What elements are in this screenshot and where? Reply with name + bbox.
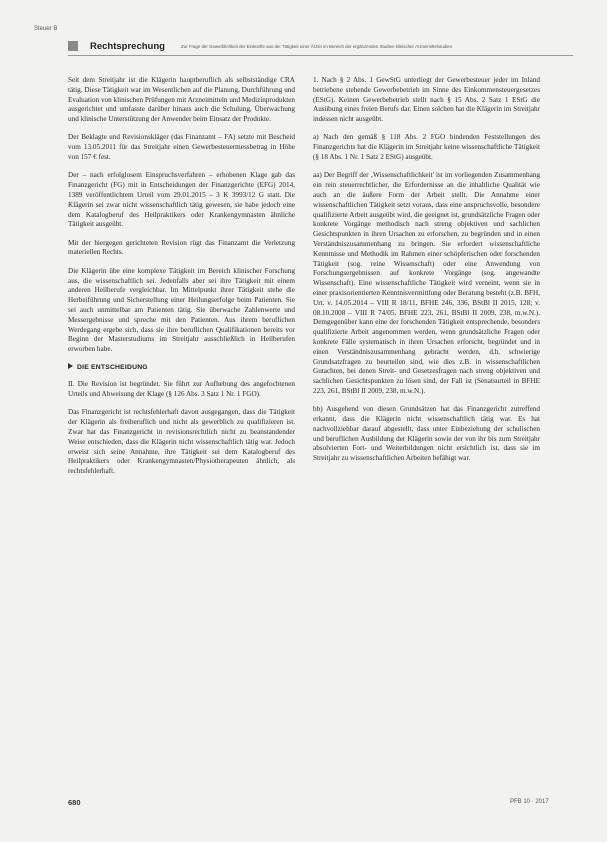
- paragraph: aa) Der Begriff der ‚Wissenschaftlichkeit' ist im vorliegenden Zusammenhang ein rein steuerrechtlicher, die Erfordernisse an die inhaltliche Qualität wie auch an die äußere Form der Arbeit stellt. Die Annahme einer wissenschaftlichen Tätigkeit setzt voraus, dass eine anspruchsvolle, besondere qualifizierte Arbeit ausgeübt wird, die geeignet ist, grundsätzliche Fragen oder konkrete Vorgänge methodisch nach streng objektiven und sachlichen Gesichtspunkten in ihren Ursachen zu erforschen, zu begründen und in einen Verständniszusammenhang zu bringen. Sie erfordert wissenschaftliche Kenntnisse und Methodik im Rahmen einer schöpferischen oder forschenden Tätigkeit (sog. reine Wissenschaft) oder eine Anwendung von Forschungsergebnissen auf konkrete Vorgänge (sog. angewandte Wissenschaft). Eine wissenschaftliche Tätigkeit wird verneint, wenn sie in einer praxisorientierten Kenntnisvermittlung oder Beratung besteht (z.B. BFH, Urt. v. 14.05.2014 – VIII R 18/11, BFHE 246, 336, BStBl II 2015, 128; v. 08.10.2008 – VIII R 74/05, BFHE 223, 261, BStBl II 2009, 238, m.w.N.). Demgegenüber kann eine der forschenden Tätigkeit entsprechende, besonders qualifizierte Arbeit angenommen werden, wenn grundsätzliche Fragen oder konkrete Fälle systematisch in ihren Ursachen erforscht, begründet und in einen Verständniszusammenhang gebracht werden, d.h. schwierige Grundsatzfragen zu beurteilen sind, wie dies z.B. in wissenschaftlichen Gutachten, bei denen Streit- und Gesetzesfragen nach streng objektiven und sachlichen Gesichtspunkten zu lösen sind, der Fall ist (Senatsurteil in BFHE 223, 261, BStBl II 2009, 238, m.w.N.).: [313, 171, 540, 395]
- header-title: Rechtsprechung: [90, 41, 165, 52]
- section-heading: [68, 363, 295, 373]
- paragraph: Seit dem Streitjahr ist die Klägerin hauptberuflich als selbstständige CRA tätig. Diese Tätigkeit war im Wesentlichen auf die Planung, Durchführung und Evaluation von klinischen Prüfungen mit Arzneimitteln und Medizinprodukten ausgerichtet und umfasste darüber hinaus auch die Schulung, Überwachung und klinische Unterstützung der Anwender beim Einsatz der Produkte.: [68, 76, 295, 124]
- paragraph: Der Beklagte und Revisionskläger (das Finanzamt – FA) setzte mit Bescheid vom 13.05.2011 für das Streitjahr einen Gewerbesteuermessbetrag in Höhe von 157 € fest.: [68, 133, 295, 162]
- paragraph: Das Finanzgericht ist rechtsfehlerhaft davon ausgegangen, dass die Tätigkeit der Klägerin als freiberuflich und nicht als gewerblich zu qualifizieren ist. Zwar hat das Finanzgericht in revisionsrechtlich nicht zu beanstandender Weise entschieden, dass die Klägerin nicht wissenschaftlich tätig war. Jedoch erweist sich seine Annahme, ihre Tätigkeit sei dem Katalogberuf des Heilpraktikers oder Krankengymnasten/Physiotherapeuten ähnlich, als rechtsfehlerhaft.: [68, 408, 295, 476]
- right-column: [313, 76, 540, 472]
- paragraph: Mit der hiergegen gerichteten Revision rügt das Finanzamt die Verletzung materiellen Rechts.: [68, 238, 295, 257]
- paragraph: Die Klägerin übe eine komplexe Tätigkeit im Bereich klinischer Forschung aus, die wissenschaftlich sei. Jedenfalls aber sei ihre Tätigkeit mit einem anderen Heilberufe vergleichbar. Im Mittelpunkt ihrer Tätigkeit stehe die Herbeiführung und Sicherstellung einer Heilungserfolge beim Patienten. Sie sei auch unmittelbar am Patienten tätig. Sie überwache Zahlenwerte und Messergebnisse und spreche mit den Patienten. Aus ihrem beruflichen Werdegang ergebe sich, dass sie ihre beruflichen Qualifikationen bereits vor Beginn der Masterstudiums im Streitjahr ausschließlich in Heilberufen erworben habe.: [68, 266, 295, 354]
- header-marker-square: [68, 41, 78, 51]
- header-subtitle: Zur Frage der Gewerblichkeit der Einkünfte aus der Tätigkeit einer Ärztin im Bereich der ergänzenden Studien klinischer Arzneimittelstudien: [181, 44, 453, 49]
- section-tag: Steuer B: [34, 26, 58, 32]
- paragraph: 1. Nach § 2 Abs. 1 GewStG unterliegt der Gewerbesteuer jeder im Inland betriebene stehende Gewerbebetrieb im Sinne des Einkommensteuergesetzes (EStG). Keinen Gewerbebetrieb stellt nach § 15 Abs. 2 Satz 1 EStG die Ausübung eines freien Berufs dar. Einen solchen hat die Klägerin im Streitjahr indessen nicht ausgeübt.: [313, 76, 540, 124]
- page-number: 680: [68, 798, 81, 807]
- triangle-bullet-icon: [68, 363, 73, 369]
- paragraph: Der – nach erfolglosem Einspruchsverfahren – erhobenen Klage gab das Finanzgericht (FG) mit in Entscheidungen der Finanzgerichte (EFG) 2014, 1389 veröffentlichtem Urteil vom 29.01.2015 – 3 K 3993/12 G statt. Die Klägerin sei zwar nicht wissenschaftlich tätig gewesen, sie habe jedoch eine dem Katalogberuf des Heilpraktikers oder Krankengymnasten ähnliche Tätigkeit ausgeübt.: [68, 171, 295, 229]
- paragraph: bb) Ausgehend von diesen Grundsätzen hat das Finanzgericht zutreffend erkannt, dass die Klägerin nicht wissenschaftlich tätig war. Es hat nachvollziehbar darauf abgestellt, dass unter Einbeziehung der schulischen und beruflichen Ausbildung der Klägerin sowie der von ihr bis zum Streitjahr absolvierten Fort- und Weiterbildungen nicht ersichtlich ist, dass sie im Streitjahr zu wissenschaftlichen Arbeiten befähigt war.: [313, 405, 540, 463]
- section-heading-text: DIE ENTSCHEIDUNG: [77, 364, 148, 372]
- page-header: [68, 41, 573, 56]
- left-column: [68, 76, 295, 485]
- journal-issue: PFB 10 · 2017: [510, 799, 549, 805]
- paragraph: a) Nach den gemäß § 118 Abs. 2 FGO bindenden Feststellungen des Finanzgerichts hat die Klägerin im Streitjahr keine wissenschaftliche Tätigkeit (§ 18 Abs. 1 Nr. 1 Satz 2 EStG) ausgeübt.: [313, 133, 540, 162]
- paragraph: II. Die Revision ist begründet. Sie führt zur Aufhebung des angefochtenen Urteils und Abweisung der Klage (§ 126 Abs. 3 Satz 1 Nr. 1 FGO).: [68, 380, 295, 399]
